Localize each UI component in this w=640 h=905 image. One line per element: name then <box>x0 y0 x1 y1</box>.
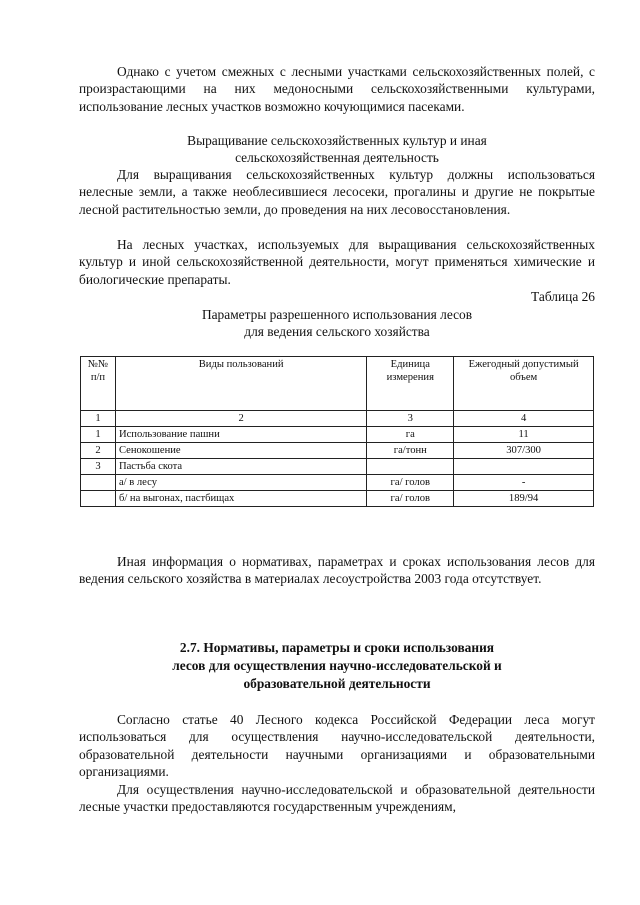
row-volume <box>454 459 594 475</box>
header-unit: Единица измерения <box>367 357 454 411</box>
index-cell: 1 <box>81 411 116 427</box>
row-type: Сенокошение <box>115 443 366 459</box>
table-row <box>81 475 594 491</box>
section-27-line2: лесов для осуществления научно-исследовательской и <box>172 658 502 673</box>
index-cell: 4 <box>454 411 594 427</box>
para-other-info: Иная информация о нормативах, параметрах и сроках использования лесов для ведения сельского хозяйства в материалах лесоустройства 2003 года отсутствует. <box>79 554 595 587</box>
table-title-line1: Параметры разрешенного использования лесов <box>201 307 473 322</box>
header-type: Виды пользований <box>115 357 366 411</box>
table-row <box>81 459 594 475</box>
usage-parameters-table <box>80 356 594 507</box>
row-unit: га/тонн <box>367 443 454 459</box>
row-unit: га/ голов <box>367 491 454 507</box>
row-volume: 307/300 <box>454 443 594 459</box>
table-row <box>81 427 594 443</box>
row-volume: - <box>454 475 594 491</box>
header-volume: Ежегодный допустимый объем <box>454 357 594 411</box>
table-header-row <box>81 357 594 411</box>
row-num: 1 <box>81 427 116 443</box>
header-num: №№ п/п <box>81 357 116 411</box>
para-growing: Для выращивания сельскохозяйственных культур должны использоваться нелесные земли, а также необлесившиеся лесосеки, прогалины и другие не покрытые лесной растительностью земли, до проведения на них лесовосстановления. <box>79 167 595 217</box>
table-row <box>81 443 594 459</box>
table-row <box>81 491 594 507</box>
table-title-line2: для ведения сельского хозяйства <box>244 324 430 339</box>
section-heading-line2: сельскохозяйственная деятельность <box>235 150 439 165</box>
row-type: Использование пашни <box>115 427 366 443</box>
section-27-line3: образовательной деятельности <box>243 676 431 691</box>
row-type: Пастьба скота <box>115 459 366 475</box>
row-unit: га <box>367 427 454 443</box>
row-num <box>81 475 116 491</box>
index-cell: 2 <box>115 411 366 427</box>
row-num: 3 <box>81 459 116 475</box>
table-index-row <box>81 411 594 427</box>
section-heading-line1: Выращивание сельскохозяйственных культур и иная <box>187 133 487 148</box>
intro-paragraph: Однако с учетом смежных с лесными участками сельскохозяйственных полей, с произрастающими на них медоносными сельскохозяйственными культурами, использование лесных участков возможно кочующимися пасеками. <box>79 64 595 114</box>
row-unit <box>367 459 454 475</box>
section-27-line1: 2.7. Нормативы, параметры и сроки использования <box>179 640 495 655</box>
para-provision: Для осуществления научно-исследовательской и образовательной деятельности лесные участки предоставляются государственным учреждениям, <box>79 782 595 815</box>
row-volume: 11 <box>454 427 594 443</box>
row-num: 2 <box>81 443 116 459</box>
row-volume: 189/94 <box>454 491 594 507</box>
index-cell: 3 <box>367 411 454 427</box>
row-unit: га/ голов <box>367 475 454 491</box>
para-article40: Согласно статье 40 Лесного кодекса Российской Федерации леса могут использоваться для осуществления научно-исследовательской деятельности, образовательной деятельности научными организациями и образовательными организациями. <box>79 712 595 780</box>
table-label: Таблица 26 <box>531 289 595 304</box>
row-type: б/ на выгонах, пастбищах <box>115 491 366 507</box>
row-num <box>81 491 116 507</box>
row-type: а/ в лесу <box>115 475 366 491</box>
para-chemicals: На лесных участках, используемых для выращивания сельскохозяйственных культур и иной сельскохозяйственной деятельности, могут применяться химические и биологические препараты. <box>79 237 595 287</box>
